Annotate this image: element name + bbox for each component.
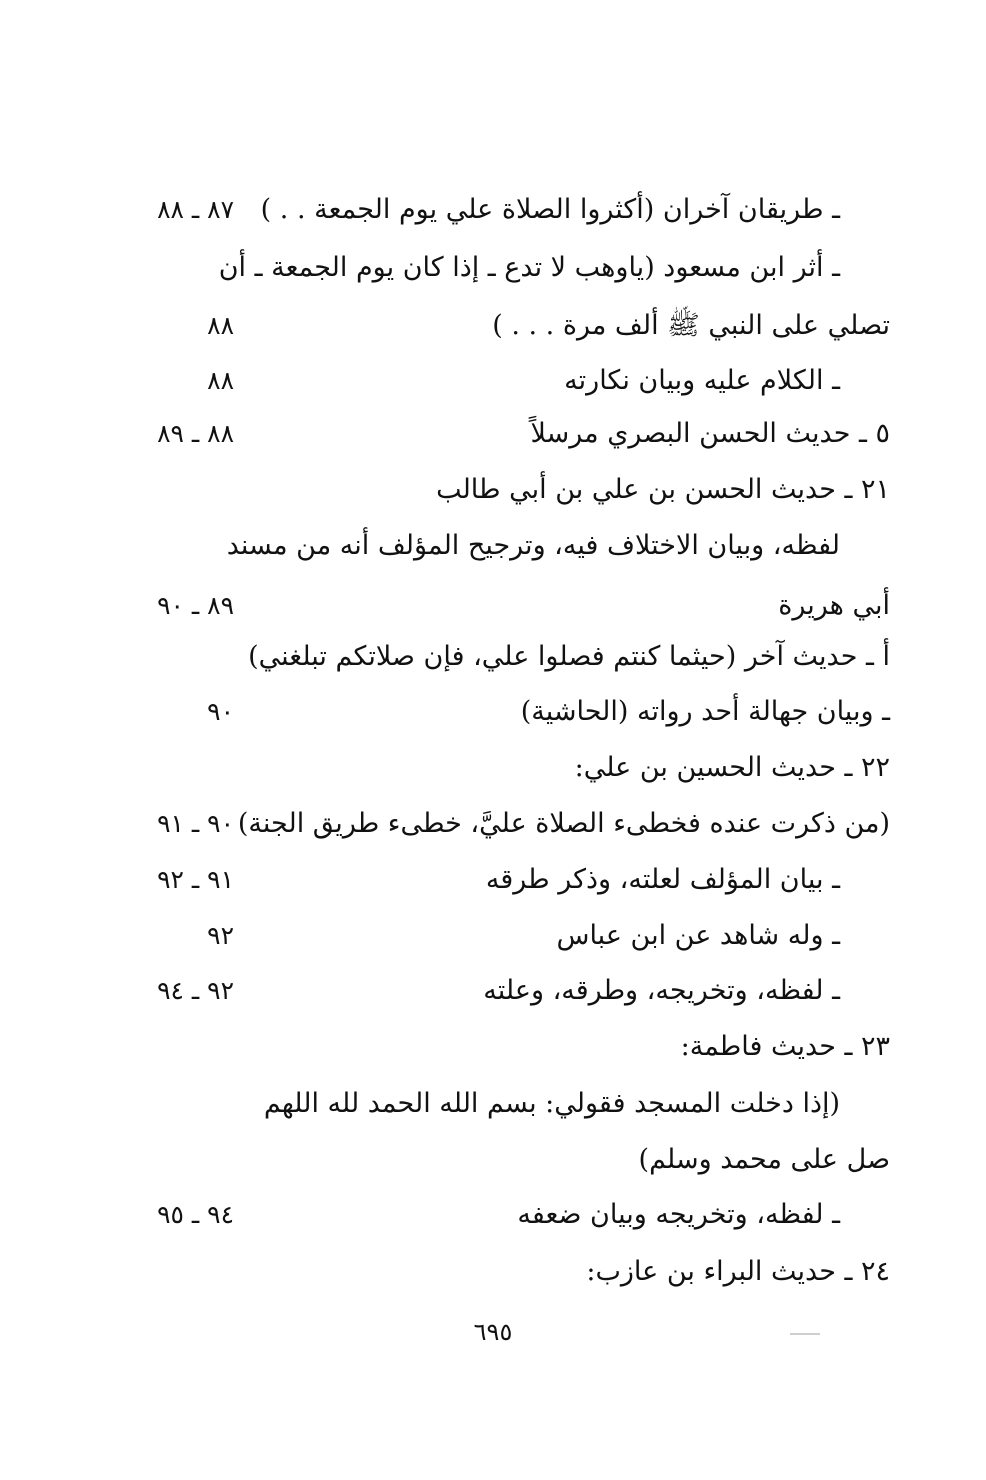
scan-mark xyxy=(790,1333,820,1335)
entry-text: ـ لفظه، وتخريجه، وطرقه، وعلته xyxy=(483,975,840,1006)
toc-entry xyxy=(100,352,890,410)
entry-pages: ٩٢ xyxy=(207,921,234,950)
entry-pages: ٨٨ xyxy=(207,311,234,340)
entry-pages: ٨٧ ـ ٨٨ xyxy=(157,195,234,224)
entry-text: ٢٣ ـ حديث فاطمة: xyxy=(680,1031,890,1062)
toc-entry xyxy=(100,795,890,853)
entry-pages xyxy=(124,1075,234,1133)
entry-text: (من ذكرت عنده فخطىء الصلاة عليَّ، خطىء طريق الجنة) xyxy=(237,808,890,839)
entry-text: ـ وبيان جهالة أحد رواته (الحاشية) xyxy=(520,696,890,727)
toc-entry xyxy=(100,297,890,355)
entry-text: ٢٢ ـ حديث الحسين بن علي: xyxy=(574,752,890,783)
entry-text: تصلي على النبي ﷺ ألف مرة . . . ) xyxy=(492,310,890,341)
toc-entry xyxy=(100,907,890,965)
entry-pages xyxy=(124,1243,234,1301)
toc-entry xyxy=(100,1018,890,1076)
toc-entry xyxy=(100,1243,890,1301)
toc-entry xyxy=(100,962,890,1020)
page-number: ٦٩٥ xyxy=(473,1318,513,1346)
entry-pages xyxy=(124,739,234,797)
toc-entry xyxy=(100,1075,890,1133)
entry-pages xyxy=(124,239,234,297)
entry-pages: ٨٨ xyxy=(207,366,234,395)
entry-pages: ٨٨ ـ ٨٩ xyxy=(157,419,234,448)
entry-pages: ٩٠ ـ ٩١ xyxy=(157,809,234,838)
entry-text: أبي هريرة xyxy=(778,590,890,621)
toc-entry xyxy=(100,517,890,575)
toc-entry xyxy=(100,577,890,635)
toc-entry xyxy=(100,239,890,297)
entry-pages xyxy=(124,517,234,575)
toc-entry xyxy=(100,683,890,741)
toc-entry xyxy=(100,851,890,909)
entry-pages: ٨٩ ـ ٩٠ xyxy=(157,591,234,620)
toc-entry xyxy=(100,739,890,797)
entry-text: أ ـ حديث آخر (حيثما كنتم فصلوا علي، فإن صلاتكم تبلغني) xyxy=(248,641,890,672)
entry-text: ٢١ ـ حديث الحسن بن علي بن أبي طالب xyxy=(436,474,890,505)
entry-pages: ٩٤ ـ ٩٥ xyxy=(157,1200,234,1229)
entry-pages: ٩٠ xyxy=(207,697,234,726)
toc-entry xyxy=(100,628,890,686)
entry-text: ٢٤ ـ حديث البراء بن عازب: xyxy=(586,1256,890,1287)
toc-entry xyxy=(100,1131,890,1189)
toc-entry xyxy=(100,181,890,239)
entry-pages: ٩١ ـ ٩٢ xyxy=(157,865,234,894)
entry-text: ٥ ـ حديث الحسن البصري مرسلاً xyxy=(530,418,890,449)
entry-text: صل على محمد وسلم) xyxy=(638,1144,890,1175)
entry-text: لفظه، وبيان الاختلاف فيه، وترجيح المؤلف أنه من مسند xyxy=(226,530,840,561)
toc-entry xyxy=(100,1186,890,1244)
entry-pages xyxy=(124,461,234,519)
toc-entry xyxy=(100,461,890,519)
entry-text: ـ بيان المؤلف لعلته، وذكر طرقه xyxy=(485,864,840,895)
entry-pages xyxy=(124,628,234,686)
entry-text: ـ طريقان آخران (أكثروا الصلاة علي يوم الجمعة . . ) xyxy=(260,194,840,225)
toc-entry xyxy=(100,405,890,463)
entry-pages xyxy=(124,1018,234,1076)
entry-text: ـ أثر ابن مسعود (ياوهب لا تدع ـ إذا كان يوم الجمعة ـ أن xyxy=(218,252,840,283)
entry-text: ـ الكلام عليه وبيان نكارته xyxy=(564,365,840,396)
entry-pages xyxy=(124,1131,234,1189)
entry-text: ـ وله شاهد عن ابن عباس xyxy=(556,920,840,951)
entry-text: (إذا دخلت المسجد فقولي: بسم الله الحمد لله اللهم xyxy=(263,1088,840,1119)
entry-pages: ٩٢ ـ ٩٤ xyxy=(157,976,234,1005)
entry-text: ـ لفظه، وتخريجه وبيان ضعفه xyxy=(517,1199,840,1230)
